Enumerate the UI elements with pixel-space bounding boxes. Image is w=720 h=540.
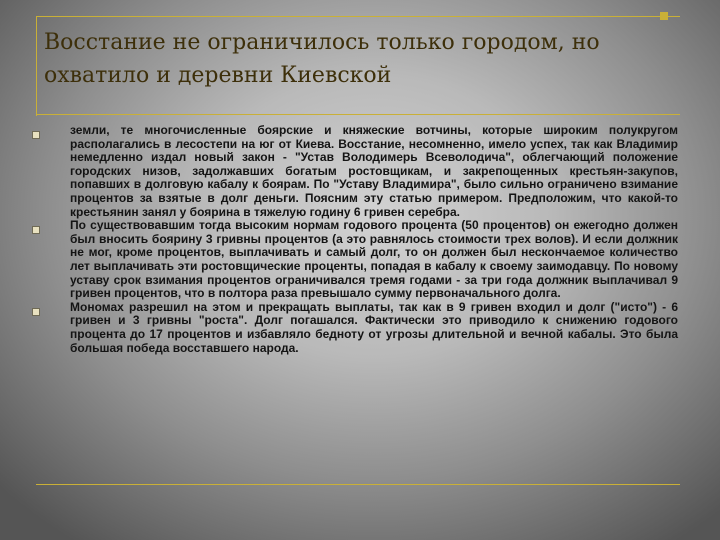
bottom-divider <box>36 484 680 485</box>
square-bullet-icon <box>32 131 40 139</box>
square-bullet-icon <box>32 308 40 316</box>
list-item <box>32 124 678 219</box>
list-item <box>32 219 678 301</box>
bullet-list <box>32 124 678 355</box>
slide-title: Восстание не ограничилось только городом, но охватило и деревни Киевской <box>44 30 600 88</box>
title-divider <box>36 114 680 115</box>
square-bullet-icon <box>32 226 40 234</box>
top-divider <box>36 16 680 17</box>
bullet-text: По существовавшим тогда высоким нормам годового процента (50 процентов) он ежегодно должен был вносить боярину 3 гривны процентов (а это равнялось стоимости трех волов). И если должник не мог, кроме процентов, выплачивать и самый долг, то он должен был нескончаемое количество лет выплачивать эти ростовщические проценты, попадая в кабалу к своему заимодавцу. По новому уставу срок взимания процентов ограничивался тремя годами - за три года должник выплачивал 9 гривен процентов, что в полтора раза превышало сумму первоначального долга. <box>70 218 678 301</box>
list-item <box>32 301 678 355</box>
left-divider <box>36 16 37 116</box>
corner-square-icon <box>660 12 668 20</box>
bullet-text: земли, те многочисленные боярские и княжеские вотчины, которые широким полукругом располагались в лесостепи на юг от Киева. Восстание, несомненно, имело успех, так как Владимир немедленно издал новый закон - "Устав Володимерь Всеволодича", облегчающий положение городских низов, задолжавших богатым ростовщикам, и закрепощенных крестьян-закупов, попавших в долговую кабалу к боярам. По "Уставу Владимира", было сильно ограничено взимание процентов за взятые в долг деньги. Поясним эту статью примером. Предположим, что какой-то крестьянин занял у боярина в тяжелую годину 6 гривен серебра. <box>70 123 678 219</box>
bullet-text: Мономах разрешил на этом и прекращать выплаты, так как в 9 гривен входил и долг ("исто") - 6 гривен и 3 гривны "роста". Долг погашался. Фактически это приводило к снижению годового процента до 17 процентов и избавляло бедноту от угрозы длительной и вечной кабалы. Это была большая победа восставшего народа. <box>70 299 678 355</box>
